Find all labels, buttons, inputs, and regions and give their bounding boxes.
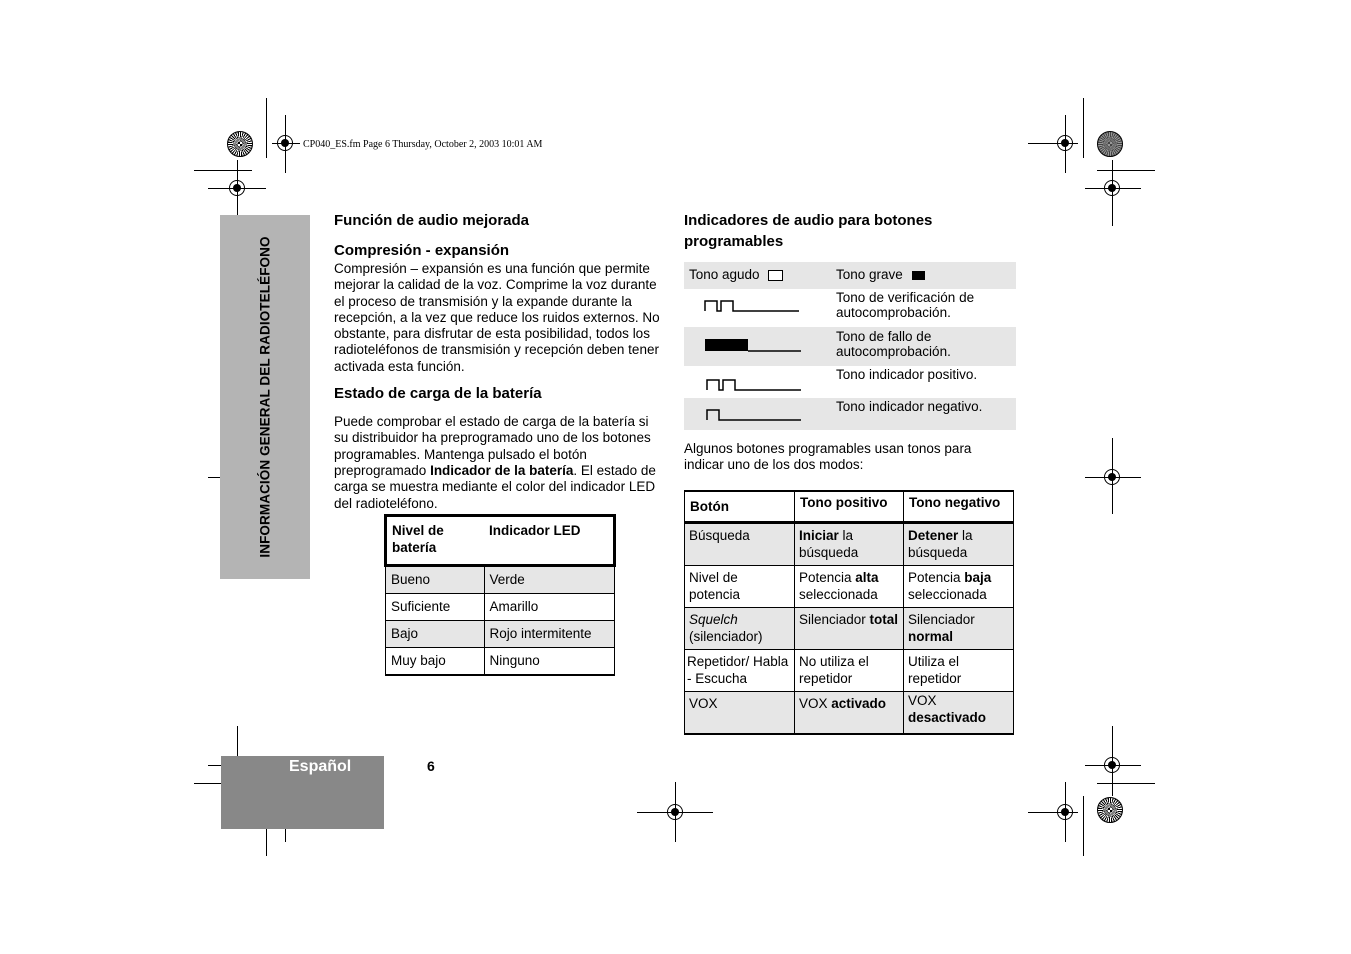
table-header-row: [386, 516, 615, 566]
compression-body: Compresión – expansión es una función que permite mejorar la calidad de la voz. Comprime la voz durante el proceso de transmisión y la expande durante la recepción, a la vez que reduce los ruidos externos. No obstante, para disfrutar de esta posibilidad, todos los radioteléfonos de transmisión y recepción deben tener activada esta función.: [334, 261, 660, 374]
table-cell: Bueno: [386, 566, 485, 594]
table-row: [386, 648, 615, 676]
table-cell: Suficiente: [386, 594, 485, 621]
table-cell: No utiliza el repetidor: [795, 650, 904, 692]
tone-legend-table: [684, 262, 1016, 430]
modes-intro-text: Algunos botones programables usan tonos para indicar uno de los dos modos:: [684, 441, 972, 473]
tone-description: Tono indicador negativo.: [836, 399, 983, 414]
table-row: [685, 523, 1014, 566]
table-row: [685, 650, 1014, 692]
tone-description: Tono indicador positivo.: [836, 367, 978, 382]
double-pulse-wave-icon: [684, 366, 831, 398]
modes-table: [684, 490, 1014, 735]
section-title: Función de audio mejorada: [334, 212, 530, 229]
table-header: Botón: [685, 491, 795, 523]
page-number: 6: [427, 758, 435, 774]
table-cell: Iniciar la búsqueda: [795, 523, 904, 566]
tone-row: [684, 398, 1016, 430]
single-pulse-wave-icon: [684, 398, 831, 430]
table-cell: VOX activado: [795, 692, 904, 735]
battery-heading: Estado de carga de la batería: [334, 385, 542, 403]
table-cell: Ninguno: [484, 648, 615, 676]
left-column: [334, 210, 666, 512]
table-row: [685, 608, 1014, 650]
battery-body: Puede comprobar el estado de carga de la batería si su distribuidor ha preprogramado uno de los botones programables. Mantenga pulsado el botón preprogramado Indicador de la batería. El estado de carga se muestra mediante el color del indicador LED del radioteléfono.: [334, 414, 656, 511]
tone-row: [684, 366, 1016, 398]
table-row: [386, 594, 615, 621]
section-title: Indicadores de audio para botones programables: [684, 212, 933, 250]
file-info-header: CP040_ES.fm Page 6 Thursday, October 2, 2003 10:01 AM: [303, 139, 543, 150]
table-row: [386, 566, 615, 594]
table-header: Indicador LED: [484, 516, 615, 566]
table-row: [685, 692, 1014, 735]
tone-description: Tono de fallo de autocomprobación.: [836, 329, 951, 359]
high-tone-swatch-icon: [768, 270, 783, 281]
table-cell: Bajo: [386, 621, 485, 648]
right-column-title: [684, 210, 984, 252]
table-header: Tono positivo: [795, 491, 904, 523]
table-cell: Búsqueda: [685, 523, 795, 566]
table-cell: Amarillo: [484, 594, 615, 621]
table-cell: Muy bajo: [386, 648, 485, 676]
double-pulse-wave-icon: [684, 289, 831, 327]
tone-row: [684, 289, 1016, 327]
table-cell: Detener la búsqueda: [904, 523, 1014, 566]
table-cell: Rojo intermitente: [484, 621, 615, 648]
low-tone-label: Tono grave: [836, 267, 925, 282]
table-cell: VOX desactivado: [904, 692, 1014, 735]
table-cell: Silenciador total: [795, 608, 904, 650]
high-tone-label: Tono agudo: [689, 267, 783, 282]
language-label: Español: [289, 758, 352, 775]
table-cell: Potencia alta seleccionada: [795, 566, 904, 608]
table-cell: Repetidor/ Habla - Escucha: [685, 650, 795, 692]
tone-legend-header: [684, 262, 1016, 289]
table-row: [685, 566, 1014, 608]
table-header: Tono negativo: [904, 491, 1014, 523]
table-cell: Silenciador normal: [904, 608, 1014, 650]
table-cell: Verde: [484, 566, 615, 594]
tone-description: Tono de verificación de autocomprobación.: [836, 290, 975, 320]
tone-row: [684, 327, 1016, 366]
table-cell: Nivel de potencia: [685, 566, 795, 608]
table-cell: VOX: [685, 692, 795, 735]
table-cell: Utiliza el repetidor: [904, 650, 1014, 692]
table-header-row: [685, 491, 1014, 523]
side-section-label: INFORMACIÓN GENERAL DEL RADIOTELÉFONO: [257, 236, 273, 558]
battery-table: [384, 514, 616, 676]
table-header: Nivel de batería: [386, 516, 485, 566]
long-solid-wave-icon: [684, 327, 831, 366]
table-cell: Squelch (silenciador): [685, 608, 795, 650]
side-section-tab: [220, 215, 310, 579]
table-row: [386, 621, 615, 648]
low-tone-swatch-icon: [912, 271, 925, 280]
table-cell: Potencia baja seleccionada: [904, 566, 1014, 608]
compression-heading: Compresión - expansión: [334, 242, 510, 259]
